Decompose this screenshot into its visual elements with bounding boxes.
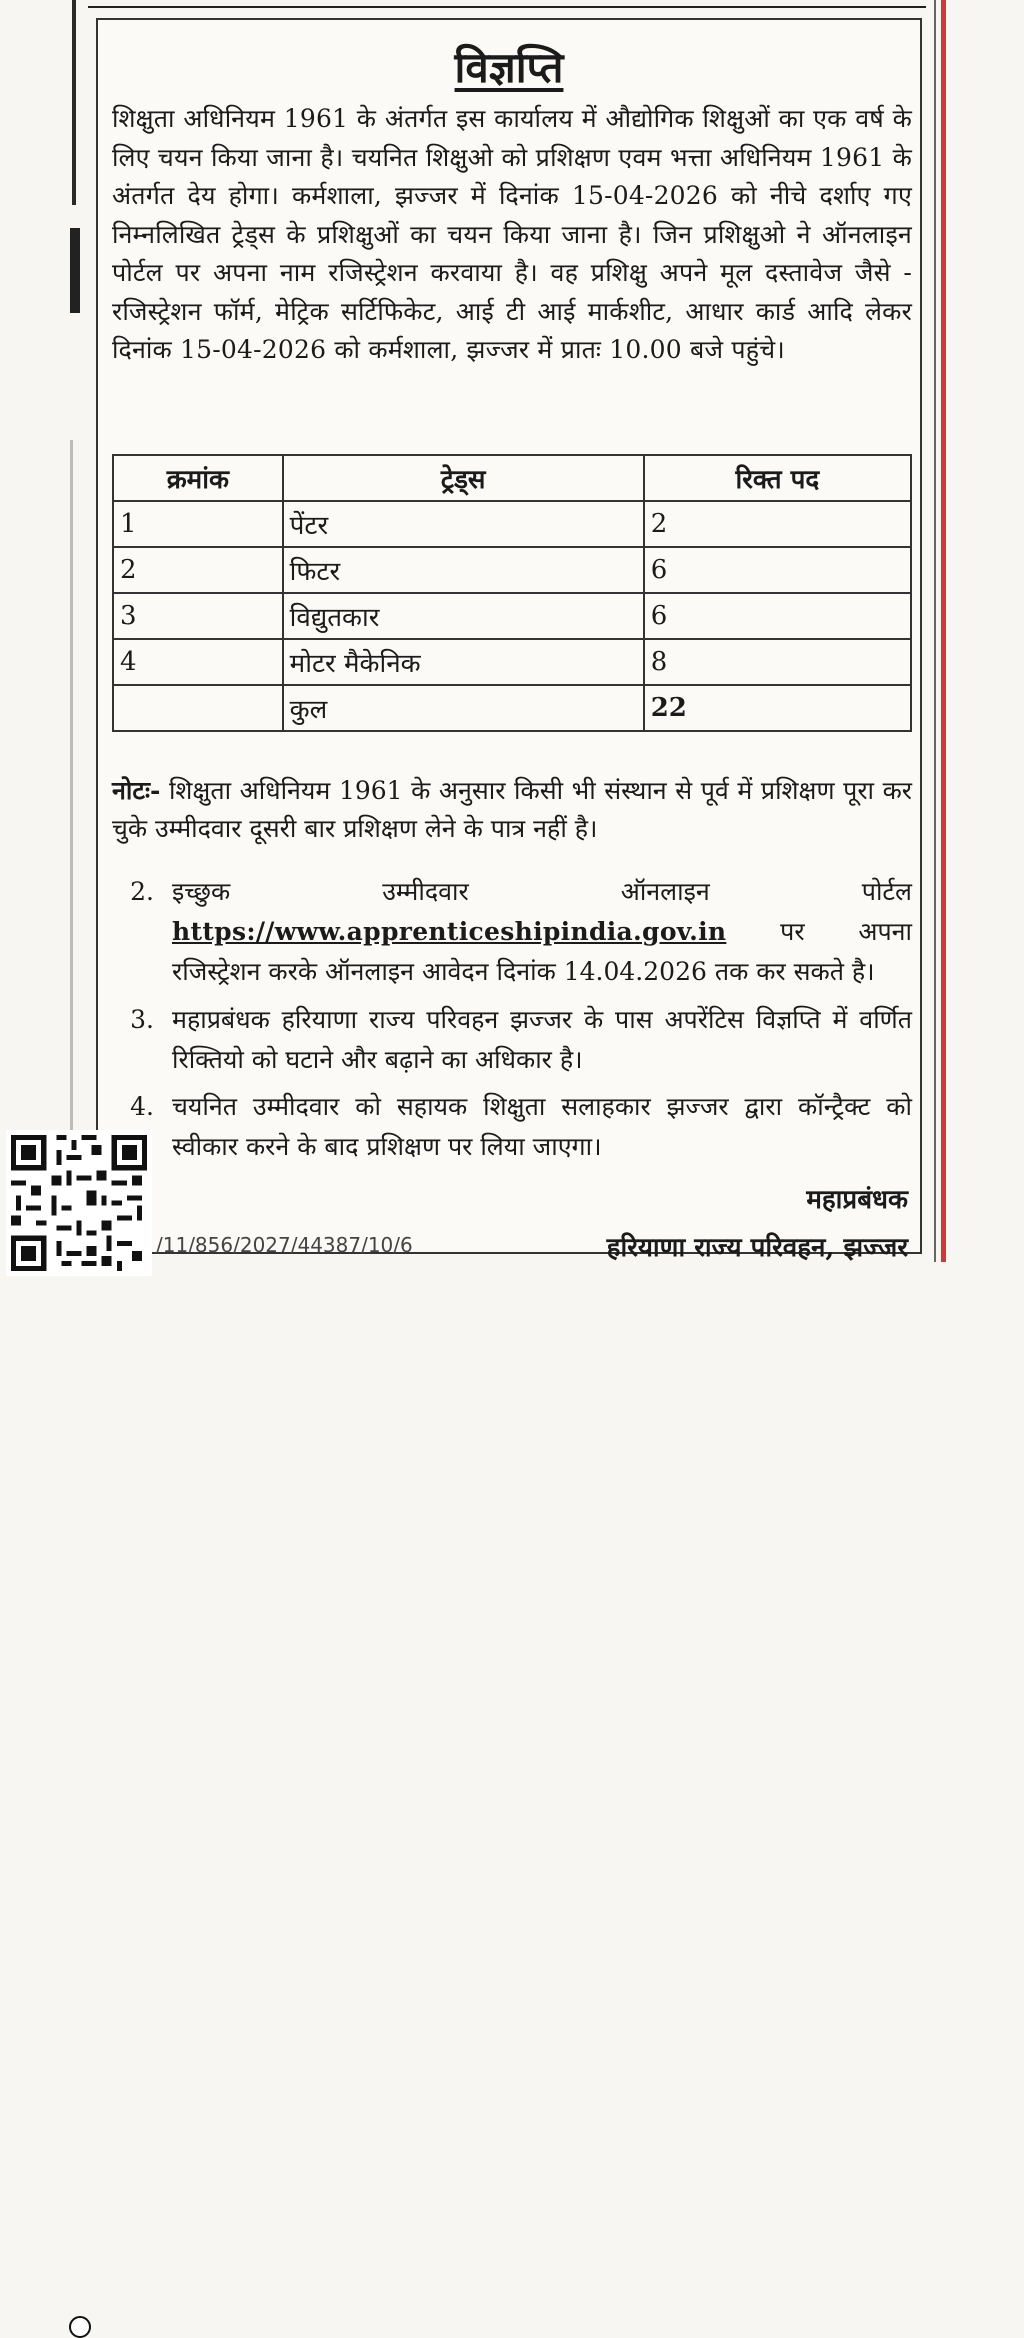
notice-box bbox=[96, 18, 922, 1263]
cell-trade: फिटर bbox=[283, 547, 644, 593]
signature-designation: महाप्रबंधक bbox=[806, 1185, 908, 1215]
page-edge-line bbox=[72, 0, 76, 205]
point-text: चयनित उम्मीदवार को सहायक शिक्षुता सलाहकार झज्जर द्वारा कॉन्ट्रैक्ट को स्वीकार करने के बाद प्रशिक्षण पर लिया जाएगा। bbox=[172, 1092, 912, 1161]
top-border bbox=[88, 0, 926, 8]
cell-trade: पेंटर bbox=[283, 501, 644, 547]
total-label: कुल bbox=[283, 685, 644, 731]
page-edge-line-lower bbox=[70, 440, 73, 1200]
point-2 bbox=[112, 872, 912, 992]
cell-vacancy: 6 bbox=[644, 593, 911, 639]
table-row bbox=[113, 501, 911, 547]
table-row bbox=[113, 593, 911, 639]
point-number: 4. bbox=[130, 1092, 154, 1121]
table-row bbox=[113, 639, 911, 685]
right-red-border bbox=[934, 0, 946, 1262]
point-number: 3. bbox=[130, 1005, 154, 1034]
note-text: शिक्षुता अधिनियम 1961 के अनुसार किसी भी संस्थान से पूर्व में प्रशिक्षण पूरा कर चुके उम्मीदवार दूसरी बार प्रशिक्षण लेने के पात्र नहीं है। bbox=[112, 776, 912, 843]
table-total-row bbox=[113, 685, 911, 731]
signature-office: हरियाणा राज्य परिवहन, झज्जर bbox=[606, 1233, 908, 1263]
point-3 bbox=[112, 1000, 912, 1080]
cell-vacancy: 8 bbox=[644, 639, 911, 685]
cell-serial: 2 bbox=[113, 547, 283, 593]
page-edge-mark bbox=[70, 228, 80, 313]
cell-vacancy: 6 bbox=[644, 547, 911, 593]
point-text-after: पर अपना रजिस्ट्रेशन करके ऑनलाइन आवेदन दिनांक 14.04.2026 तक कर सकते है। bbox=[172, 917, 912, 986]
table-header-row bbox=[113, 455, 911, 501]
trades-table bbox=[112, 454, 912, 732]
header-vacancies: रिक्त पद bbox=[644, 455, 911, 501]
reference-number: /11/856/2027/44387/10/6 bbox=[156, 1233, 413, 1257]
point-number: 2. bbox=[130, 877, 154, 906]
whatsapp-icon bbox=[69, 2316, 91, 2338]
point-4 bbox=[112, 1087, 912, 1167]
cell-trade: विद्युतकार bbox=[283, 593, 644, 639]
cell-serial: 3 bbox=[113, 593, 283, 639]
notice-body: शिक्षुता अधिनियम 1961 के अंतर्गत इस कार्यालय में औद्योगिक शिक्षुओं का एक वर्ष के लिए चयन किया जाना है। चयनित शिक्षुओ को प्रशिक्षण एवम भत्ता अधिनियम 1961 के अंतर्गत देय होगा। कर्मशाला, झज्जर में दिनांक 15-04-2026 को नीचे दर्शाए गए निम्नलिखित ट्रेड्स के प्रशिक्षुओं का चयन किया जाना है। जिन प्रशिक्षुओ ने ऑनलाइन पोर्टल पर अपना नाम रजिस्ट्रेशन करवाया है। वह प्रशिक्षु अपने मूल दस्तावेज जैसे - रजिस्ट्रेशन फॉर्म, मेट्रिक सर्टिफिकेट, आई टी आई मार्कशीट, आधार कार्ड आदि लेकर दिनांक 15-04-2026 को कर्मशाला, झज्जर में प्रातः 10.00 बजे पहुंचे। bbox=[112, 104, 912, 364]
header-trades: ट्रेड्स bbox=[283, 455, 644, 501]
portal-link[interactable]: https://www.apprenticeshipindia.gov.in bbox=[172, 917, 727, 946]
notice-title: विज्ञप्ति bbox=[454, 43, 564, 92]
cell-trade: मोटर मैकेनिक bbox=[283, 639, 644, 685]
cell-serial: 1 bbox=[113, 501, 283, 547]
point-text: महाप्रबंधक हरियाणा राज्य परिवहन झज्जर के पास अपरेंटिस विज्ञप्ति में वर्णित रिक्तियो को घटाने और बढ़ाने का अधिकार है। bbox=[172, 1005, 912, 1074]
note-paragraph bbox=[112, 772, 912, 848]
qr-code bbox=[6, 1130, 152, 1276]
note-label: नोटः- bbox=[112, 776, 161, 805]
header-serial: क्रमांक bbox=[113, 455, 283, 501]
cell-empty bbox=[113, 685, 283, 731]
cell-serial: 4 bbox=[113, 639, 283, 685]
table-row bbox=[113, 547, 911, 593]
point-text-before: इच्छुक उम्मीदवार ऑनलाइन पोर्टल bbox=[172, 877, 912, 906]
cell-vacancy: 2 bbox=[644, 501, 911, 547]
total-value: 22 bbox=[644, 685, 911, 731]
